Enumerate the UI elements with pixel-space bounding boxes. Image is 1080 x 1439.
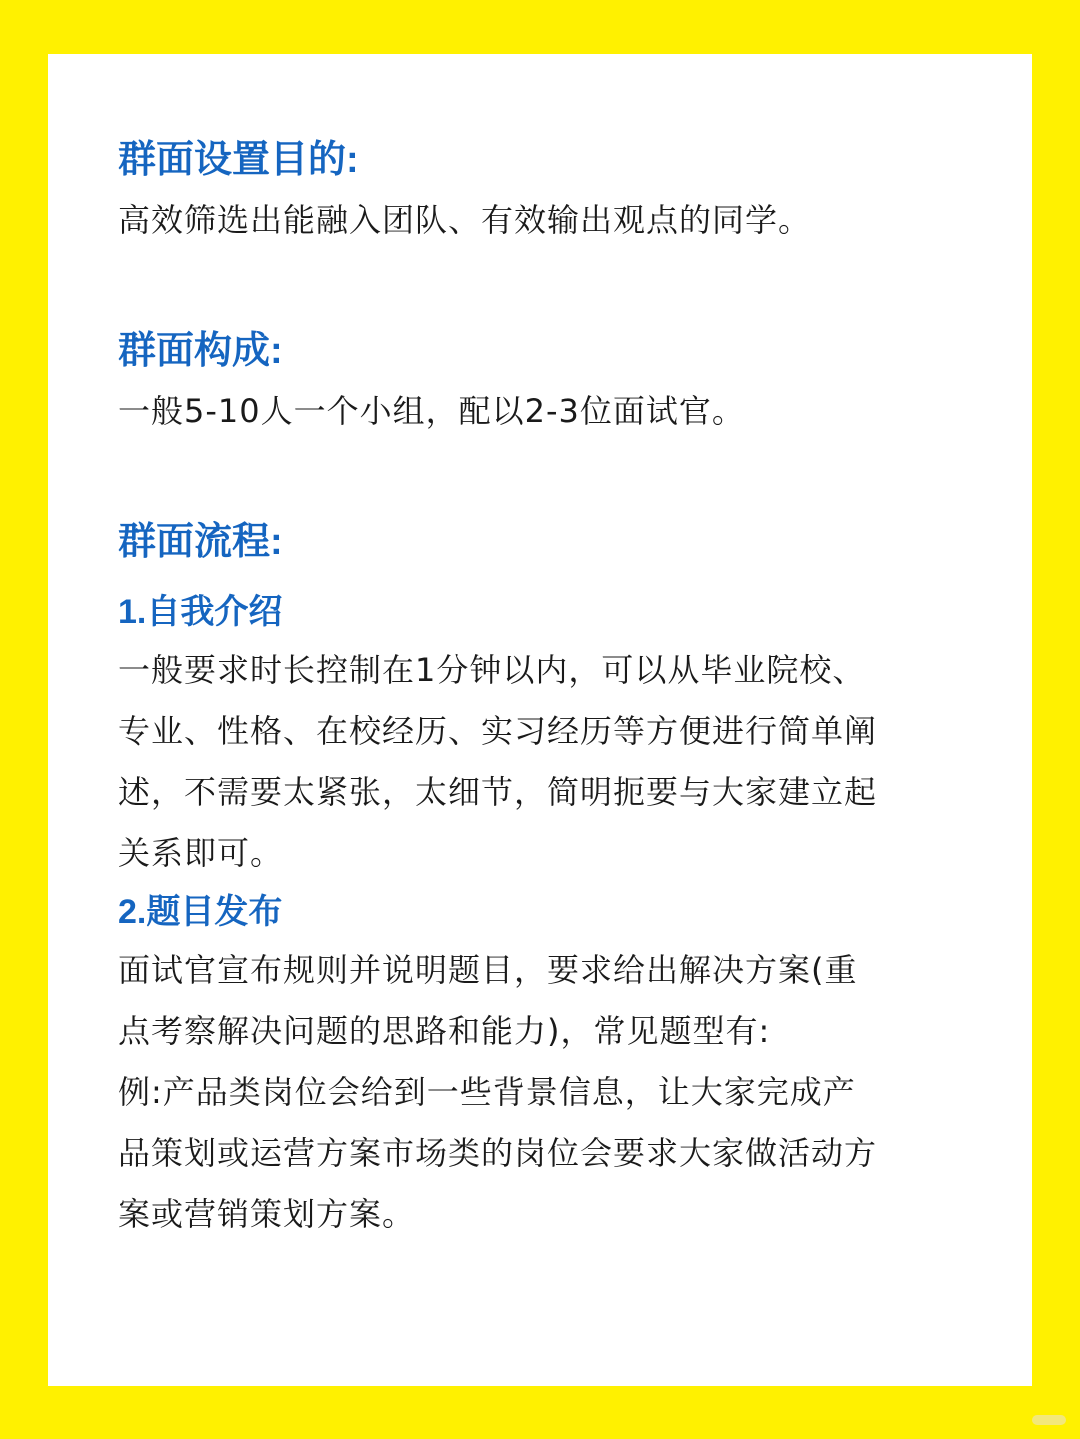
watermark-mark (1032, 1415, 1066, 1425)
process-heading: 群面流程: (118, 521, 283, 563)
step-text-line: 面试官宣布规则并说明题目，要求给出解决方案(重 (118, 951, 858, 989)
step-text-line: 一般要求时长控制在1分钟以内，可以从毕业院校、 (118, 651, 866, 689)
content-card (48, 54, 1032, 1386)
step-self-intro (118, 584, 978, 884)
step-text-line: 例:产品类岗位会给到一些背景信息，让大家完成产 (118, 1073, 856, 1111)
purpose-section (118, 132, 978, 251)
purpose-heading: 群面设置目的: (118, 139, 359, 181)
process-section (118, 514, 978, 1245)
composition-section (118, 323, 978, 442)
step-text-line: 案或营销策划方案。 (118, 1195, 416, 1233)
composition-heading: 群面构成: (118, 330, 283, 372)
composition-text: 一般5-10人一个小组，配以2-3位面试官。 (118, 392, 745, 430)
step-text-line: 点考察解决问题的思路和能力)，常见题型有: (118, 1012, 771, 1050)
step-text-line: 专业、性格、在校经历、实习经历等方便进行简单阐 (118, 712, 878, 750)
step-text-line: 关系即可。 (118, 834, 284, 872)
step-question-release (118, 884, 978, 1245)
step-title: 1.自我介绍 (118, 593, 283, 631)
step-title: 2.题目发布 (118, 893, 283, 931)
content-area (118, 132, 978, 1245)
step-text-line: 述，不需要太紧张，太细节，简明扼要与大家建立起 (118, 773, 878, 811)
purpose-text: 高效筛选出能融入团队、有效输出观点的同学。 (118, 201, 812, 239)
step-text-line: 品策划或运营方案市场类的岗位会要求大家做活动方 (118, 1134, 878, 1172)
